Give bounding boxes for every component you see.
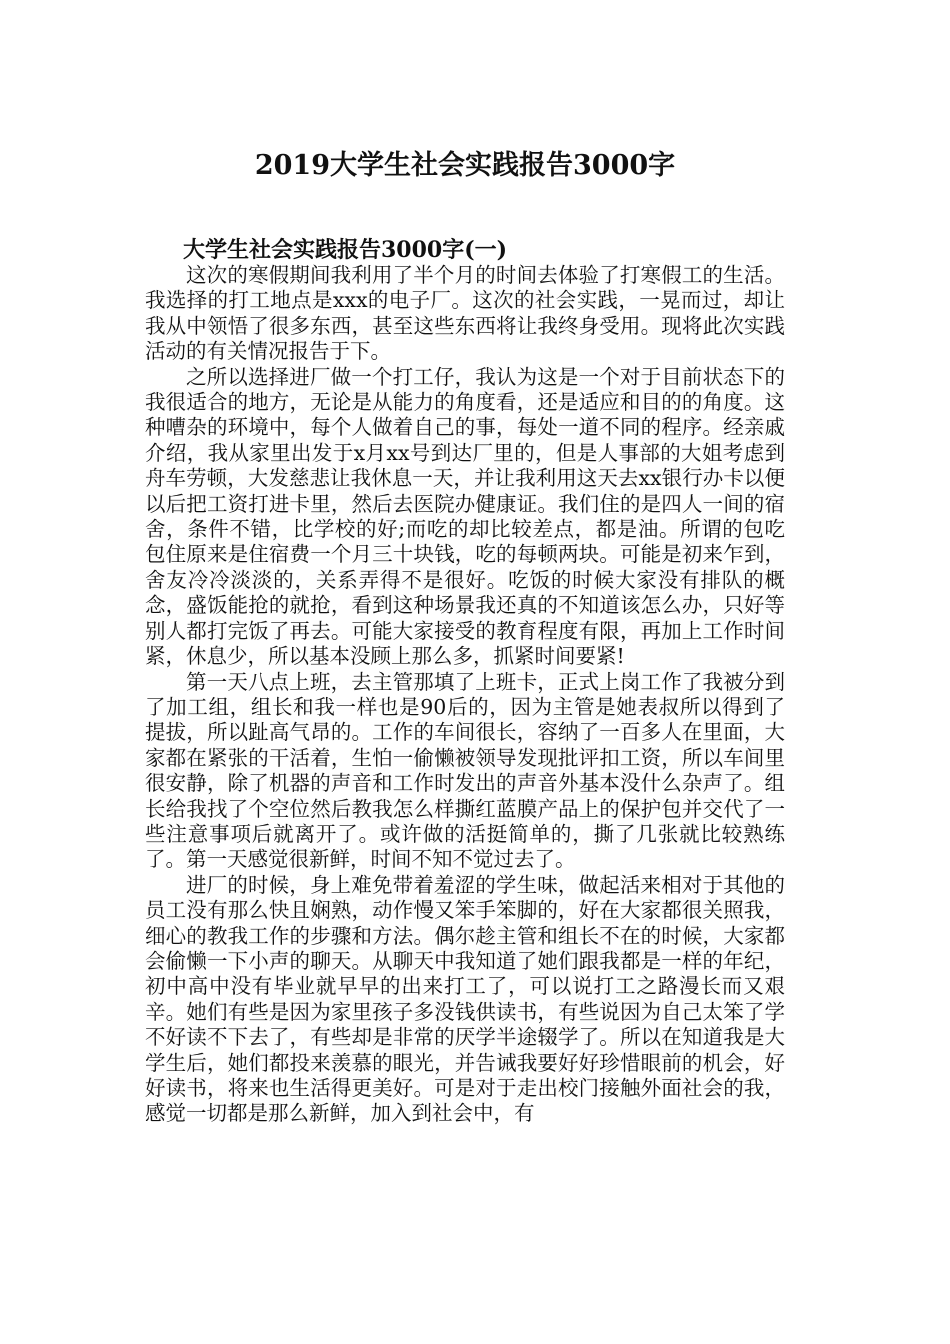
paragraph-2: 之所以选择进厂做一个打工仔，我认为这是一个对于目前状态下的我很适合的地方，无论是从能力的角度看，还是适应和目的的角度。这种嘈杂的环境中，每个人做着自己的事，每处一道不同的程序。经亲戚介绍，我从家里出发于x月xx号到达厂里的，但是人事部的大姐考虑到舟车劳顿，大发慈悲让我休息一天，并让我利用这天去xx银行办卡以便以后把工资打进卡里，然后去医院办健康证。我们住的是四人一间的宿舍，条件不错，比学校的好;而吃的却比较差点，都是油。所谓的包吃包住原来是住宿费一个月三十块钱，吃的每顿两块。可能是初来乍到，舍友冷冷淡淡的，关系弄得不是很好。吃饭的时候大家没有排队的概念，盛饭能抢的就抢，看到这种场景我还真的不知道该怎么办，只好等别人都打完饭了再去。可能大家接受的教育程度有限，再加上工作时间紧，休息少，所以基本没顾上那么多，抓紧时间要紧! [145, 364, 785, 669]
paragraph-1: 这次的寒假期间我利用了半个月的时间去体验了打寒假工的生活。我选择的打工地点是xxx的电子厂。这次的社会实践，一晃而过，却让我从中领悟了很多东西，甚至这些东西将让我终身受用。现将此次实践活动的有关情况报告于下。 [145, 263, 785, 364]
document-title: 2019大学生社会实践报告3000字 [254, 150, 676, 181]
body-text [145, 263, 785, 1127]
paragraph-4: 进厂的时候，身上难免带着羞涩的学生味，做起活来相对于其他的员工没有那么快且娴熟，动作慢又笨手笨脚的，好在大家都很关照我，细心的教我工作的步骤和方法。偶尔趁主管和组长不在的时候，大家都会偷懒一下小声的聊天。从聊天中我知道了她们跟我都是一样的年纪，初中高中没有毕业就早早的出来打工了，可以说打工之路漫长而又艰辛。她们有些是因为家里孩子多没钱供读书，有些说因为自己太笨了学不好读不下去了，有些却是非常的厌学半途辍学了。所以在知道我是大学生后，她们都投来羡慕的眼光，并告诫我要好好珍惜眼前的机会，好好读书，将来也生活得更美好。可是对于走出校门接触外面社会的我，感觉一切都是那么新鲜，加入到社会中，有 [145, 872, 785, 1126]
paragraph-3: 第一天八点上班，去主管那填了上班卡，正式上岗工作了我被分到了加工组，组长和我一样也是90后的，因为主管是她表叔所以得到了提拔，所以趾高气昂的。工作的车间很长，容纳了一百多人在里面，大家都在紧张的干活着，生怕一偷懒被领导发现批评扣工资，所以车间里很安静，除了机器的声音和工作时发出的声音外基本没什么杂声了。组长给我找了个空位然后教我怎么样撕红蓝膜产品上的保护包并交代了一些注意事项后就离开了。或许做的活挺简单的，撕了几张就比较熟练了。第一天感觉很新鲜，时间不知不觉过去了。 [145, 669, 785, 872]
section-heading: 大学生社会实践报告3000字(一) [183, 237, 508, 263]
